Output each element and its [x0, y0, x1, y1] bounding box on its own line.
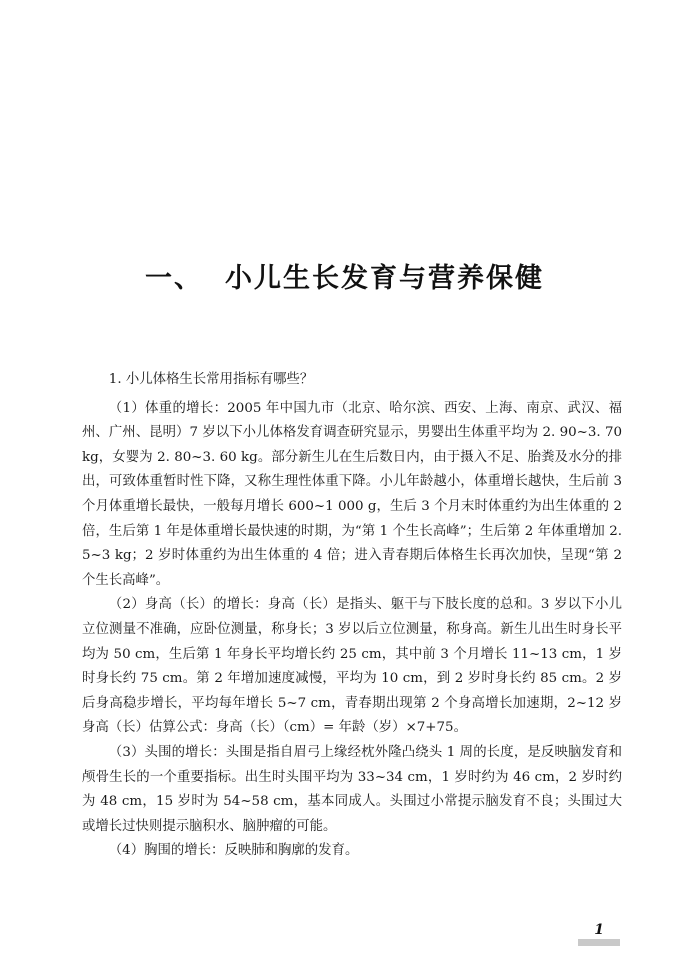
paragraph-head-circumference: （3）头围的增长：头围是指自眉弓上缘经枕外隆凸绕头 1 周的长度，是反映脑发育和颅骨生长的一个重要指标。出生时头围平均为 33~34 cm，1 岁时约为 46 cm，2 岁时约为 48 cm，15 岁时为 54~58 cm，基本同成人。头围过小常提示脑发育不良；头围过大或增长过快则提示脑积水、脑肿瘤的可能。: [82, 744, 622, 834]
question-heading: 1. 小儿体格生长常用指标有哪些？: [108, 372, 314, 387]
page-number-bar: [578, 939, 620, 946]
paragraph-height: （2）身高（长）的增长：身高（长）是指头、躯干与下肢长度的总和。3 岁以下小儿立位测量不准确，应卧位测量，称身长；3 岁以后立位测量，称身高。新生儿出生时身长平均为 50 cm，生后第 1 年身长平均增长约 25 cm，其中前 3 个月增长 11~13 cm，1 岁时身长约 75 cm。第 2 年增加速度减慢，平均为 10 cm，到 2 岁时身长约 85 cm。2 岁后身高稳步增长，平均每年增长 5~7 cm，青春期出现第 2 个身高增长加速期，2~12 岁身高（长）估算公式：身高（长）（cm）= 年龄（岁）×7+75。: [82, 597, 622, 736]
paragraph-weight: （1）体重的增长：2005 年中国九市（北京、哈尔滨、西安、上海、南京、武汉、福州、广州、昆明）7 岁以下小儿体格发育调查研究显示，男婴出生体重平均为 2. 90~3. 70 kg，女婴为 2. 80~3. 60 kg。部分新生儿在生后数日内，由于摄入不足、胎粪及水分的排出，可致体重暂时性下降，又称生理性体重下降。小儿年龄越小，体重增长越快，生后前 3 个月体重增长最快，一般每月增长 600~1 000 g，生后 3 个月末时体重约为出生体重的 2 倍，生后第 1 年是体重增长最快速的时期，为“第 1 个生长高峰”；生后第 2 年体重增加 2. 5~3 kg；2 岁时体重约为出生体重的 4 倍；进入青春期后体格生长再次加快，呈现“第 2 个生长高峰”。: [82, 400, 622, 588]
page-number: 1: [594, 922, 604, 938]
chapter-title: [0, 256, 689, 295]
chapter-number: 一、: [145, 263, 203, 295]
paragraph-chest-circumference: （4）胸围的增长：反映肺和胸廓的发育。: [108, 843, 359, 859]
chapter-title-text: 小儿生长发育与营养保健: [225, 263, 544, 295]
body-text: [82, 368, 622, 864]
